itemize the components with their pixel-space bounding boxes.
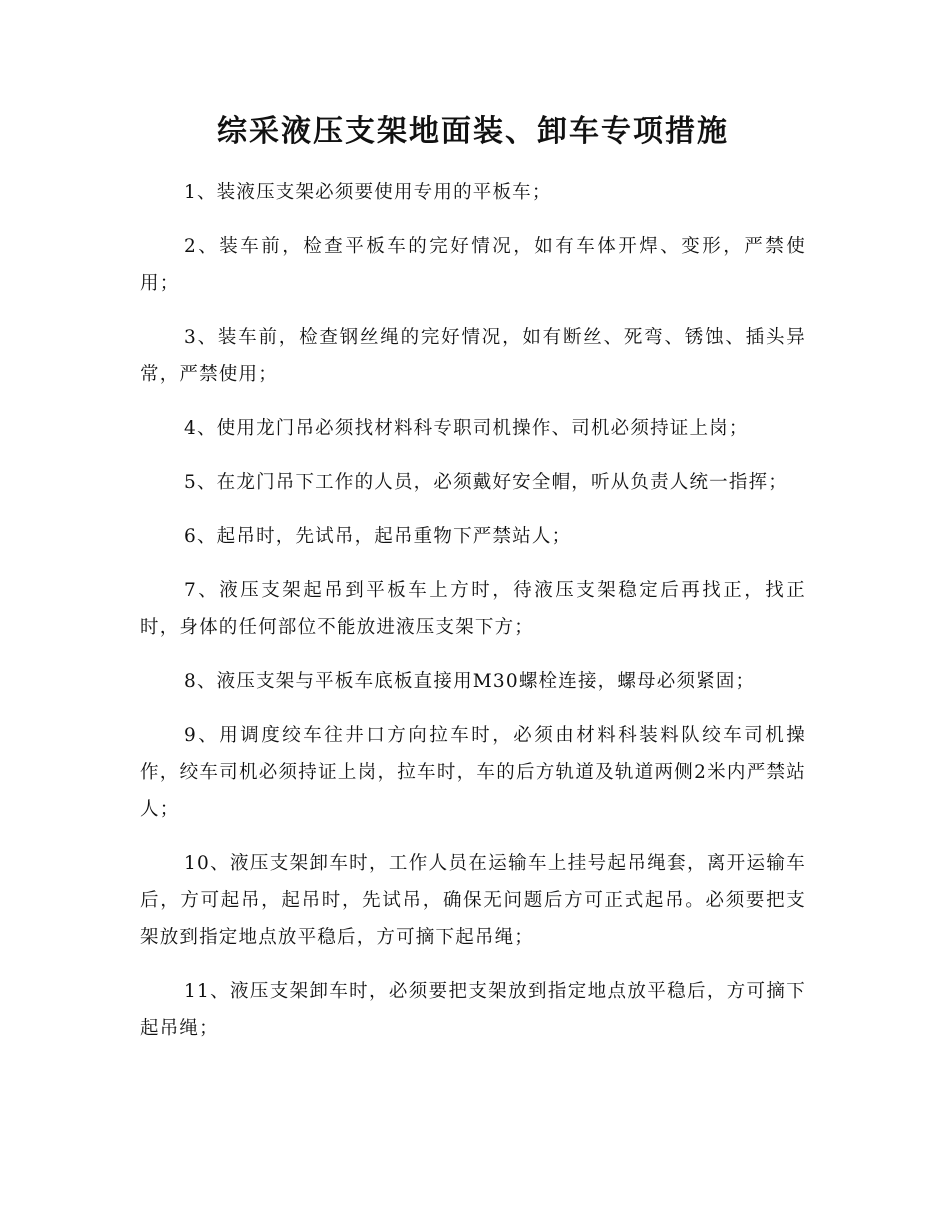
- paragraph-8: 8、液压支架与平板车底板直接用M30螺栓连接，螺母必须紧固；: [184, 671, 756, 692]
- document-title: 综采液压支架地面装、卸车专项措施: [217, 114, 729, 149]
- paragraph-9: 9、用调度绞车往井口方向拉车时，必须由材料科装料队绞车司机操作，绞车司机必须持证上岗，拉车时，车的后方轨道及轨道两侧2米内严禁站人；: [140, 725, 806, 820]
- paragraph-7: 7、液压支架起吊到平板车上方时，待液压支架稳定后再找正，找正时，身体的任何部位不能放进液压支架下方；: [140, 580, 806, 638]
- paragraph-4: 4、使用龙门吊必须找材料科专职司机操作、司机必须持证上岗；: [184, 418, 749, 439]
- document-page: [140, 112, 806, 1064]
- paragraph-11: 11、液压支架卸车时，必须要把支架放到指定地点放平稳后，方可摘下起吊绳；: [140, 981, 806, 1039]
- paragraph-1: 1、装液压支架必须要使用专用的平板车；: [184, 182, 552, 203]
- paragraph-5: 5、在龙门吊下工作的人员，必须戴好安全帽，听从负责人统一指挥；: [184, 472, 788, 493]
- paragraph-2: 2、装车前，检查平板车的完好情况，如有车体开焊、变形，严禁使用；: [140, 236, 806, 294]
- paragraph-3: 3、装车前，检查钢丝绳的完好情况，如有断丝、死弯、锈蚀、插头异常，严禁使用；: [140, 327, 806, 385]
- paragraph-10: 10、液压支架卸车时，工作人员在运输车上挂号起吊绳套，离开运输车后，方可起吊，起吊时，先试吊，确保无问题后方可正式起吊。必须要把支架放到指定地点放平稳后，方可摘下起吊绳；: [140, 853, 806, 948]
- paragraph-6: 6、起吊时，先试吊，起吊重物下严禁站人；: [184, 526, 572, 547]
